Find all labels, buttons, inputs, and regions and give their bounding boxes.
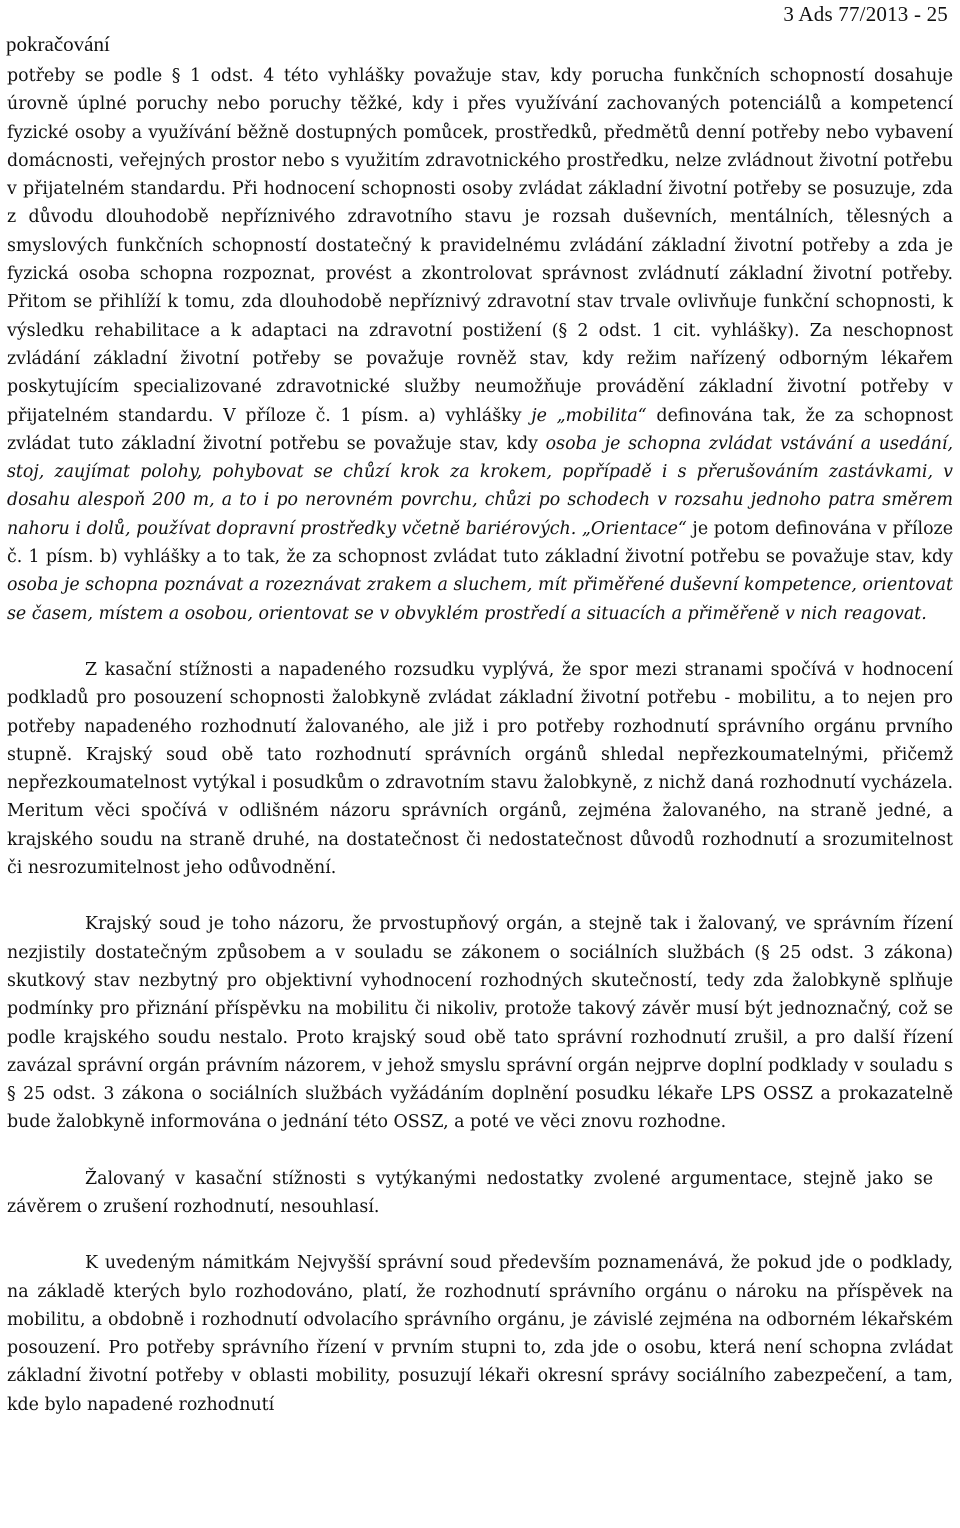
text-segment: K uvedeným námitkám Nejvyšší správní soud především poznamenává, že pokud jde o podklady, na základě kterých bylo rozhodováno, platí, že rozhodnutí správního orgánu o nároku na příspěvek na mobilitu, a obdobně i rozhodnutí odvolacího správního orgánu, je závislé zejména na odborném lékařském posouzení. Pro potřeby správního řízení v prvním stupni to, zda jde o osobu, která není schopna zvládat základní životní potřeby v oblasti mobility, posuzují lékaři okresní správy sociálního zabezpečení, a tam, kde bylo napadené rozhodnutí <box>7 1253 953 1415</box>
paragraph-3 <box>7 910 953 1136</box>
paragraph-1 <box>7 62 953 628</box>
paragraph-2 <box>7 656 953 882</box>
text-segment: potřeby se podle <box>7 66 172 86</box>
paragraph-4 <box>7 1165 953 1222</box>
case-number: 3 Ads 77/2013 - 25 <box>783 2 948 26</box>
text-segment: Krajský soud je toho názoru, že prvostupňový orgán, a stejně tak i žalovaný, ve správním řízení nezjistily dostatečným způsobem a v souladu se zákonem o sociálních službách (§ 25 odst. 3 zákona) skutkový stav nezbytný pro objektivní vyhodnocení rozhodných skutečností, tedy zda žalobkyně splňuje podmínky pro přiznání příspěvku na mobilitu či nikoliv, protože takový závěr musí být jednoznačný, což se podle krajského soudu nestalo. Proto krajský soud obě tato správní rozhodnutí zrušil, a pro další řízení zavázal správní orgán právním názorem, v jehož smyslu správní orgán nejprve doplní podklady v souladu s § 25 odst. 3 zákona o sociálních službách vyžádáním doplnění posudku lékaře LPS OSSZ a prokazatelně bude žalobkyně informována o jednání této OSSZ, a poté ve věci znovu rozhodne. <box>7 914 953 1133</box>
text-segment-italic: je „mobilita“ <box>531 405 647 426</box>
text-segment: Žalovaný v kasační stížnosti s vytýkanými nedostatky zvolené argumentace, stejně jako se závěrem o zrušení rozhodnutí, nesouhlasí. <box>7 1168 933 1217</box>
text-segment-italic: osoba je schopna zvládat vstávání a usedání, stoj, zaujímat polohy, pohybovat se chůzí krok za krokem, popřípadě i s přerušováním zastávkami, v dosahu alespoň 200 m, a to i po nerovném povrchu, chůzi po schodech v rozsahu jednoho patra směrem nahoru i dolů, používat dopravní prostředky včetně bariérových. „Orientace“ <box>7 433 953 539</box>
text-segment: § 1 odst. 4 této vyhlášky považuje stav, kdy porucha funkčních schopností dosahuje úrovně úplné poruchy nebo poruchy těžké, kdy i přes využívání zachovaných potenciálů a kompetencí fyzické osoby a využívání běžně dostupných pomůcek, prostředků, předmětů denní potřeby nebo vybavení domácnosti, veřejných prostor nebo s využitím zdravotnického prostředku, nelze zvládnout životní potřebu v přijatelném standardu. Při hodnocení schopnosti osoby zvládat základní životní potřeby se posuzuje, zda z důvodu dlouhodobě nepříznivého zdravotního stavu je rozsah duševních, mentálních, tělesných a smyslových funkčních schopností dostatečný k pravidelnému zvládání základní životní potřeby a zda je fyzická osoba schopna rozpoznat, provést a zkontrolovat správnost zvládnutí základní životní potřeby. Přitom se přihlíží k tomu, zda dlouhodobě nepříznivý zdravotní stav trvale ovlivňuje funkční schopnosti, k výsledku rehabilitace a k adaptaci na zdravotní postižení (§ 2 odst. 1 cit. vyhlášky). Za neschopnost zvládání základní životní potřeby se považuje rovněž stav, kdy režim nařízený odborným lékařem poskytujícím specializované zdravotnické služby neumožňuje provádění základní životní potřeby v přijatelném standardu. V příloze č. 1 písm. a) vyhlášky <box>7 66 953 426</box>
text-segment-italic: osoba je schopna poznávat a rozeznávat zrakem a sluchem, mít přiměřené duševní kompetence, orientovat se časem, místem a osobou, orientovat se v obvyklém prostředí a situacích a přiměřeně v nich reagovat. <box>7 575 953 624</box>
text-segment: je potom definována v příloze č. 1 písm. b) vyhlášky a to tak, že za schopnost zvládat tuto základní životní potřebu se považuje stav, kdy <box>7 518 954 568</box>
text-segment: definována tak, že za schopnost zvládat tuto základní životní potřebu se považuje stav, kdy <box>7 405 954 454</box>
paragraph-5 <box>7 1249 953 1419</box>
continued-label: pokračování <box>6 32 110 56</box>
text-segment: Z kasační stížnosti a napadeného rozsudku vyplývá, že spor mezi stranami spočívá v hodnocení podkladů pro posouzení schopnosti žalobkyně zvládat základní životní potřebu - mobilitu, a to nejen pro potřeby napadeného rozhodnutí žalovaného, ale již i pro potřeby rozhodnutí správního orgánu prvního stupně. Krajský soud obě tato rozhodnutí správních orgánů shledal nepřezkoumatelnými, přičemž nepřezkoumatelnost vytýkal i posudkům o zdravotním stavu žalobkyně, z nichž daná rozhodnutí vycházela. Meritum věci spočívá v odlišném názoru správních orgánů, zejména žalovaného, na straně jedné, a krajského soudu na straně druhé, na dostatečnost či nedostatečnost důvodů rozhodnutí a srozumitelnost či nesrozumitelnost jeho odůvodnění. <box>7 659 953 879</box>
document-body <box>7 62 953 1419</box>
